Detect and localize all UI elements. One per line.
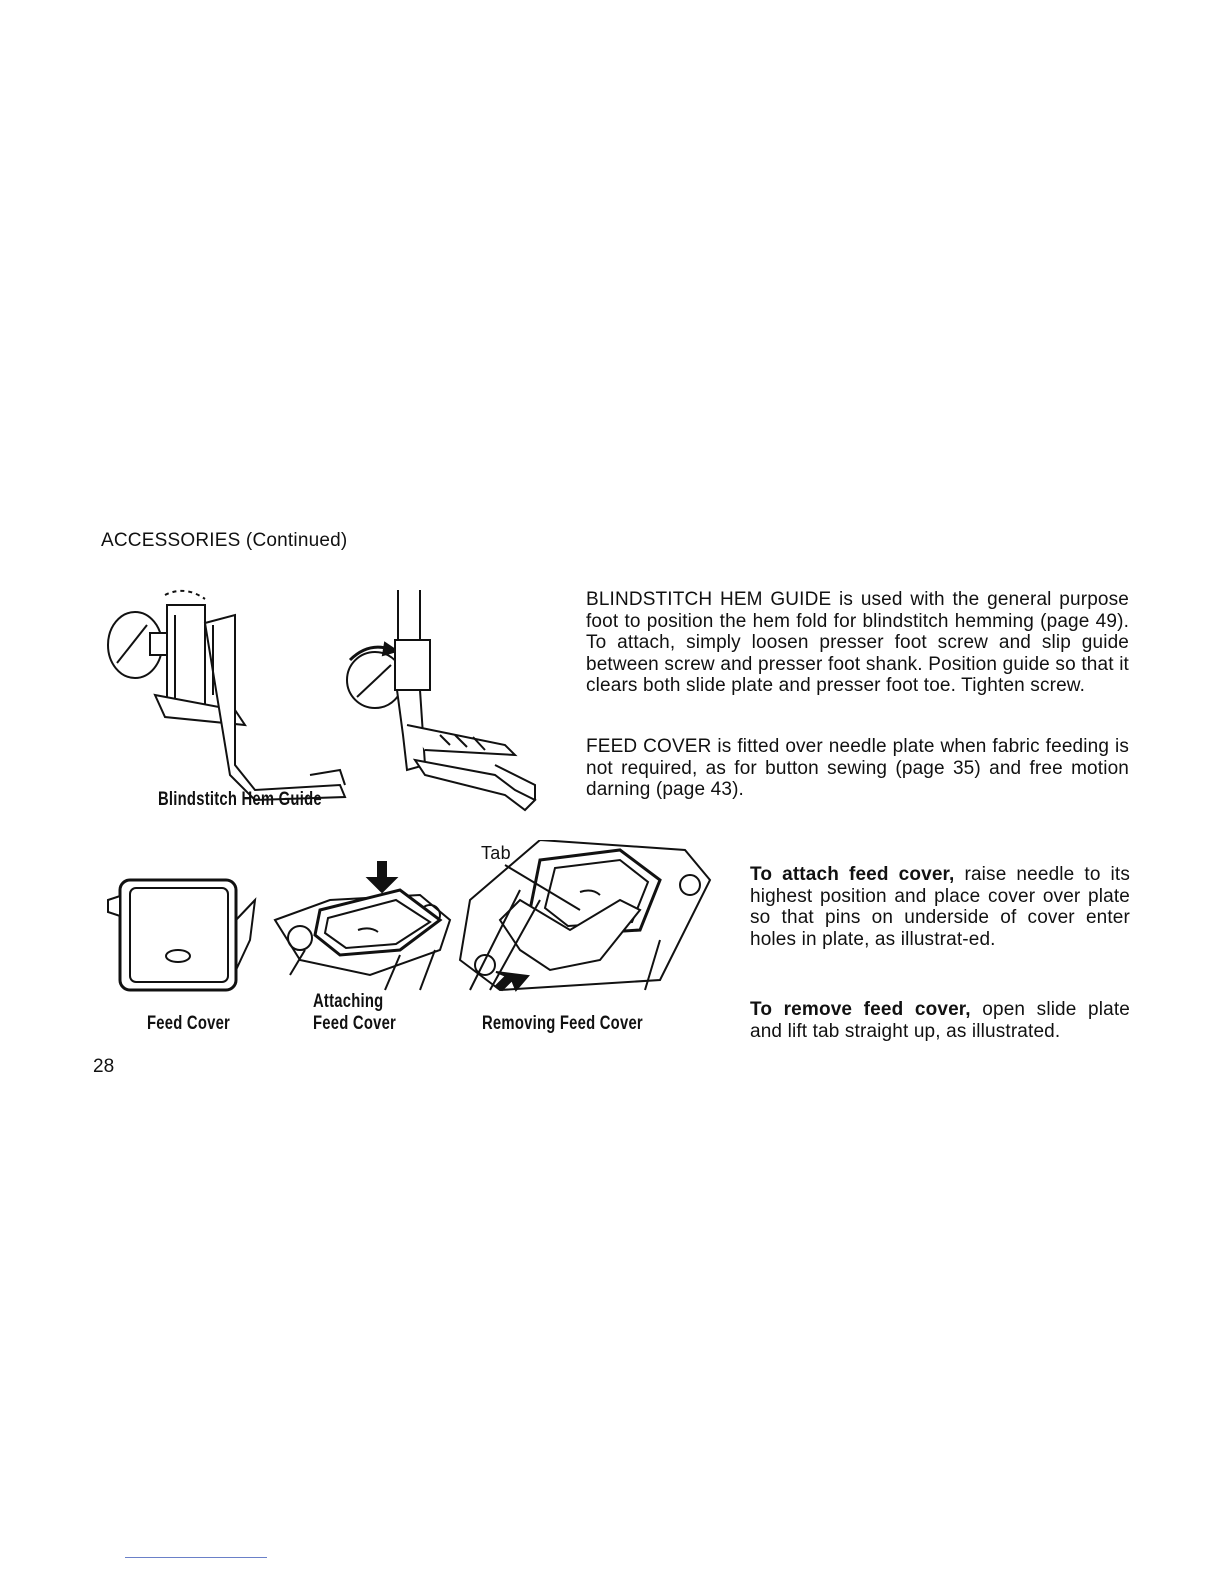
remove-lead: To remove feed cover, xyxy=(750,999,971,1020)
removing-feed-cover-label: Removing Feed Cover xyxy=(482,1013,643,1034)
blindstitch-hem-guide-label: Blindstitch Hem Guide xyxy=(158,789,322,810)
attach-lead: To attach feed cover, xyxy=(750,864,955,885)
attach-body: raise needle to its highest position and place cover over plate so that pins on underside of cover enter holes in plate, as illustrat-ed. xyxy=(750,864,1130,950)
section-heading: ACCESSORIES (Continued) xyxy=(101,530,348,551)
feed-cover-illustrations xyxy=(100,840,720,1005)
remove-instructions xyxy=(750,999,1130,1042)
blindstitch-paragraph: BLINDSTITCH HEM GUIDE is used with the general purpose foot to position the hem fold for blindstitch hemming (page 49). To attach, simply loosen presser foot screw and slip guide between screw and presser foot shank. Position guide so that it clears both slide plate and presser foot toe. Tighten screw. xyxy=(586,589,1129,697)
feed-cover-label: Feed Cover xyxy=(147,1013,231,1034)
tab-callout-label: Tab xyxy=(481,843,511,863)
blindstitch-hem-guide-illustration xyxy=(95,585,545,820)
remove-body: open slide plate and lift tab straight up, as illustrated. xyxy=(750,999,1130,1042)
attach-instructions xyxy=(750,864,1130,950)
page-number: 28 xyxy=(93,1056,115,1077)
feed-cover-paragraph: FEED COVER is fitted over needle plate when fabric feeding is not required, as for button sewing (page 35) and free motion darning (page 43). xyxy=(586,736,1129,801)
attaching-label-line2: Feed Cover xyxy=(313,1013,397,1034)
footer-rule xyxy=(125,1557,267,1558)
attaching-label-line1: Attaching xyxy=(313,991,384,1012)
